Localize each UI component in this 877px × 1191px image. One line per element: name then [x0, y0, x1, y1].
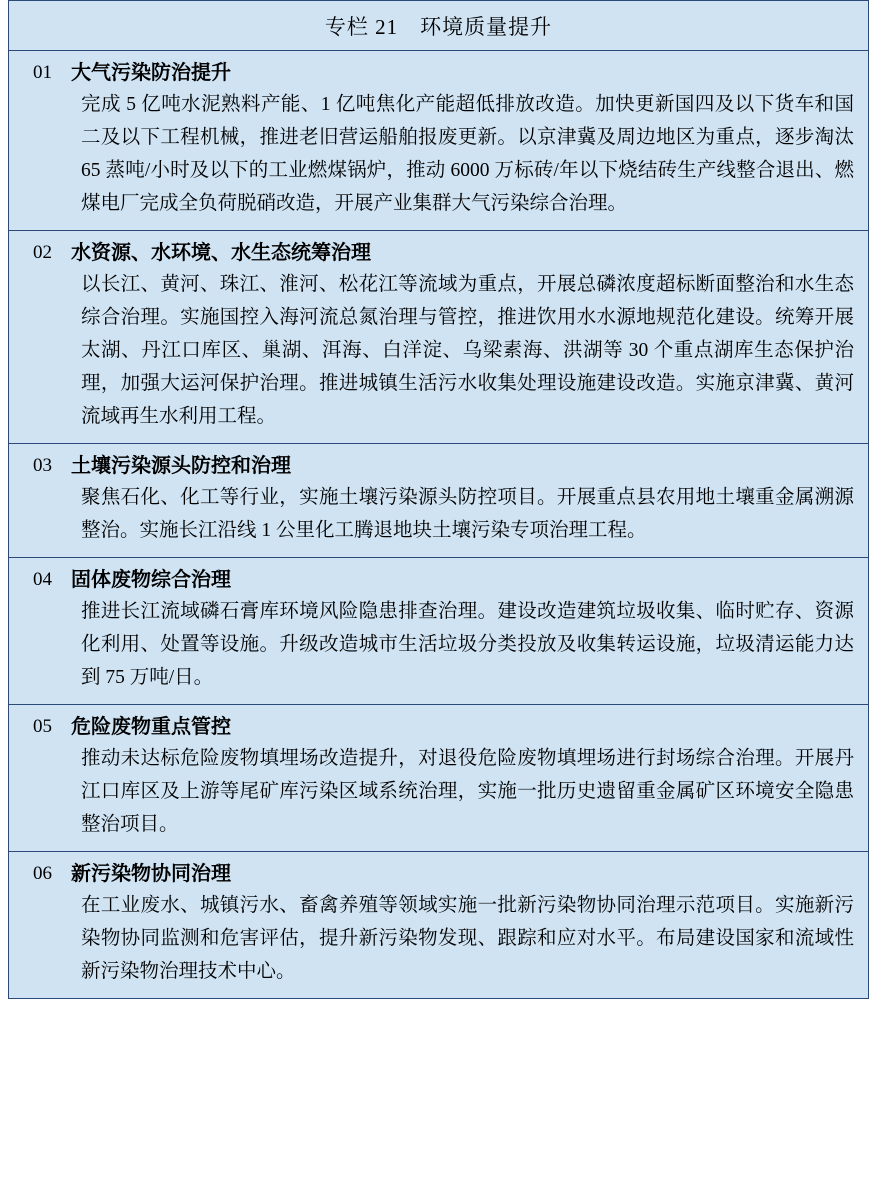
feature-box: [8, 0, 869, 999]
item-heading: 危险废物重点管控: [71, 716, 231, 738]
item-number: 03: [33, 455, 52, 476]
list-item: [9, 231, 868, 444]
item-heading: 固体废物综合治理: [71, 569, 231, 591]
box-title-prefix: 专栏 21: [324, 15, 399, 39]
item-body: 推动未达标危险废物填埋场改造提升，对退役危险废物填埋场进行封场综合治理。开展丹江口库区及上游等尾矿库污染区域系统治理，实施一批历史遗留重金属矿区环境安全隐患整治项目。: [81, 748, 854, 835]
item-header: [23, 565, 854, 595]
box-title: [9, 1, 868, 51]
box-title-main: 环境质量提升: [420, 15, 553, 39]
item-body: 完成 5 亿吨水泥熟料产能、1 亿吨焦化产能超低排放改造。加快更新国四及以下货车和国二及以下工程机械，推进老旧营运船舶报废更新。以京津冀及周边地区为重点，逐步淘汰 65 蒸吨/小时及以下的工业燃煤锅炉，推动 6000 万标砖/年以下烧结砖生产线整合退出、燃煤电厂完成全负荷脱硝改造，开展产业集群大气污染综合治理。: [81, 94, 854, 214]
item-number: 06: [33, 863, 52, 884]
item-body: 以长江、黄河、珠江、淮河、松花江等流域为重点，开展总磷浓度超标断面整治和水生态综合治理。实施国控入海河流总氮治理与管控，推进饮用水水源地规范化建设。统筹开展太湖、丹江口库区、巢湖、洱海、白洋淀、乌梁素海、洪湖等 30 个重点湖库生态保护治理，加强大运河保护治理。推进城镇生活污水收集处理设施建设改造。实施京津冀、黄河流域再生水利用工程。: [81, 274, 854, 427]
item-heading: 大气污染防治提升: [71, 62, 231, 84]
list-item: [9, 444, 868, 558]
item-body: 在工业废水、城镇污水、畜禽养殖等领域实施一批新污染物协同治理示范项目。实施新污染物协同监测和危害评估，提升新污染物发现、跟踪和应对水平。布局建设国家和流域性新污染物治理技术中心。: [81, 895, 854, 982]
item-heading: 土壤污染源头防控和治理: [71, 455, 291, 477]
item-header: [23, 58, 854, 88]
item-header: [23, 712, 854, 742]
item-heading: 新污染物协同治理: [71, 863, 231, 885]
list-item: [9, 705, 868, 852]
item-header: [23, 238, 854, 268]
list-item: [9, 852, 868, 998]
item-body: 聚焦石化、化工等行业，实施土壤污染源头防控项目。开展重点县农用地土壤重金属溯源整治。实施长江沿线 1 公里化工腾退地块土壤污染专项治理工程。: [81, 487, 854, 541]
item-number: 04: [33, 569, 52, 590]
list-item: [9, 558, 868, 705]
list-item: [9, 51, 868, 231]
item-header: [23, 451, 854, 481]
item-number: 01: [33, 62, 52, 83]
item-number: 02: [33, 242, 52, 263]
item-header: [23, 859, 854, 889]
item-heading: 水资源、水环境、水生态统筹治理: [71, 242, 371, 264]
item-body: 推进长江流域磷石膏库环境风险隐患排查治理。建设改造建筑垃圾收集、临时贮存、资源化利用、处置等设施。升级改造城市生活垃圾分类投放及收集转运设施，垃圾清运能力达到 75 万吨/日。: [81, 601, 854, 688]
item-number: 05: [33, 716, 52, 737]
